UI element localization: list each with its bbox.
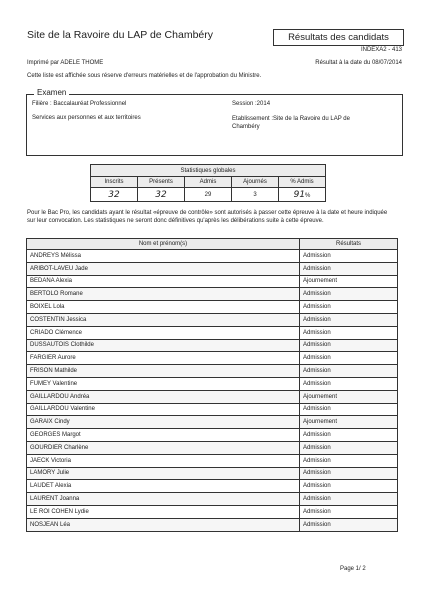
table-row <box>27 505 398 518</box>
page-number: Page 1/ 2 <box>340 566 366 572</box>
candidate-result: Admission <box>300 403 398 416</box>
candidate-name: LAURENT Joanna <box>27 493 300 506</box>
candidate-result: Admission <box>300 454 398 467</box>
table-row <box>27 390 398 403</box>
stats-caption: Statistiques globales <box>91 165 326 177</box>
candidate-result: Admission <box>300 365 398 378</box>
candidate-result: Admission <box>300 250 398 263</box>
stats-value-inscrits: 32 <box>91 188 138 202</box>
candidate-name: CRIADO Clémence <box>27 326 300 339</box>
candidate-result: Admission <box>300 262 398 275</box>
candidate-result: Admission <box>300 288 398 301</box>
stats-header-admis: Admis <box>185 177 232 188</box>
column-header-name: Nom et prénom(s) <box>27 239 300 250</box>
table-row <box>27 493 398 506</box>
table-row <box>27 352 398 365</box>
candidate-result: Ajournement <box>300 416 398 429</box>
stats-value-ajournes: 3 <box>232 188 279 202</box>
table-row <box>27 275 398 288</box>
table-row <box>27 480 398 493</box>
table-row <box>27 403 398 416</box>
disclaimer: Cette liste est affichée sous réserve d'erreurs matérielles et de l'approbation du Ministre. <box>27 73 262 79</box>
table-row <box>27 262 398 275</box>
exam-etablissement: Etablissement :Site de la Ravoire du LAP de Chambéry <box>232 116 350 130</box>
candidate-result: Admission <box>300 441 398 454</box>
table-row <box>27 326 398 339</box>
stats-value-pct-admis <box>279 188 326 202</box>
candidate-name: GAILLARDOU Andréa <box>27 390 300 403</box>
table-row <box>27 429 398 442</box>
table-row <box>27 365 398 378</box>
site-title: Site de la Ravoire du LAP de Chambéry <box>27 29 213 41</box>
stats-value-admis: 29 <box>185 188 232 202</box>
document-reference: INDEXA2 - 413 <box>360 47 402 53</box>
table-row <box>27 377 398 390</box>
candidate-name: BEDANA Alexia <box>27 275 300 288</box>
table-row <box>27 467 398 480</box>
table-row <box>27 454 398 467</box>
candidate-name: ARIBOT-LAVEU Jade <box>27 262 300 275</box>
candidate-result: Admission <box>300 313 398 326</box>
candidate-name: GEORGES Margot <box>27 429 300 442</box>
exam-filiere: Filière : Baccalauréat Professionnel <box>32 101 127 107</box>
stats-header-presents: Présents <box>138 177 185 188</box>
table-row <box>27 339 398 352</box>
column-header-result: Résultats <box>300 239 398 250</box>
table-row <box>27 441 398 454</box>
candidate-name: GARAIX Cindy <box>27 416 300 429</box>
candidate-name: NOSJEAN Léa <box>27 518 300 531</box>
candidate-result: Admission <box>300 480 398 493</box>
exam-session: Session :2014 <box>232 101 271 107</box>
bac-pro-note: Pour le Bac Pro, les candidats ayant le résultat «épreuve de contrôle» sont autorisés à passer cette épreuve à la date et heure indiquée sur leur convocation. Les statistiques ne seront donc définitives qu'après les délibérations suite à cette épreuve. <box>27 210 388 224</box>
candidate-name: BERTOLO Romane <box>27 288 300 301</box>
candidate-result: Admission <box>300 301 398 314</box>
stats-header-pct-admis: % Admis <box>279 177 326 188</box>
candidate-result: Admission <box>300 377 398 390</box>
candidate-result: Admission <box>300 505 398 518</box>
candidate-name: LAUDET Alexia <box>27 480 300 493</box>
candidate-result: Admission <box>300 518 398 531</box>
candidate-result: Admission <box>300 429 398 442</box>
stats-header-ajournes: Ajournés <box>232 177 279 188</box>
candidate-name: FRISON Mathilde <box>27 365 300 378</box>
candidate-name: DUSSAUTOIS Clothilde <box>27 339 300 352</box>
candidate-name: LE ROI COHEN Lydie <box>27 505 300 518</box>
stats-header-inscrits: Inscrits <box>91 177 138 188</box>
results-title-box: Résultats des candidats <box>273 29 404 46</box>
candidate-result: Admission <box>300 467 398 480</box>
stats-pct-number: 91 <box>293 189 306 200</box>
stats-pct-sign: % <box>305 192 311 199</box>
candidate-result: Ajournement <box>300 275 398 288</box>
candidate-name: BOIXEL Lola <box>27 301 300 314</box>
candidate-name: GAILLARDOU Valentine <box>27 403 300 416</box>
candidate-name: ANDREYS Mélissa <box>27 250 300 263</box>
table-row <box>27 518 398 531</box>
table-row <box>27 416 398 429</box>
result-date: Résultat à la date du 08/07/2014 <box>315 60 402 66</box>
stats-table <box>90 164 326 202</box>
candidate-result: Admission <box>300 352 398 365</box>
candidate-result: Admission <box>300 339 398 352</box>
exam-specialite: Services aux personnes et aux territoires <box>32 115 141 121</box>
table-row <box>27 288 398 301</box>
printed-by: Imprimé par ADELE THOME <box>27 60 104 66</box>
candidate-name: COSTENTIN Jessica <box>27 313 300 326</box>
results-table <box>26 238 398 532</box>
candidate-name: FARGIER Aurore <box>27 352 300 365</box>
stats-value-presents: 32 <box>138 188 185 202</box>
candidate-name: LAMORY Julie <box>27 467 300 480</box>
candidate-name: GOURDIER Charlène <box>27 441 300 454</box>
candidate-result: Ajournement <box>300 390 398 403</box>
candidate-name: JAECK Victoria <box>27 454 300 467</box>
candidate-result: Admission <box>300 493 398 506</box>
candidate-name: FUMEY Valentine <box>27 377 300 390</box>
table-row <box>27 250 398 263</box>
table-row <box>27 313 398 326</box>
exam-legend: Examen <box>34 88 69 97</box>
table-row <box>27 301 398 314</box>
candidate-result: Admission <box>300 326 398 339</box>
